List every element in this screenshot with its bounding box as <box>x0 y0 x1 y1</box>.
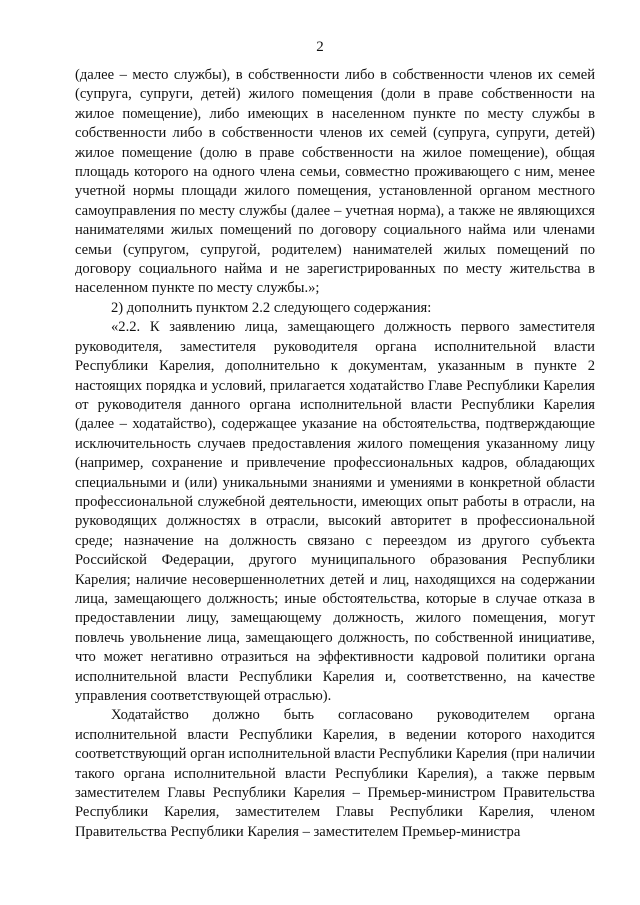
page-number: 2 <box>316 39 324 55</box>
paragraph-amendment-item: 2) дополнить пунктом 2.2 следующего содержания: <box>111 299 432 316</box>
document-body <box>75 66 595 842</box>
paragraph-continuation: (далее – место службы), в собственности либо в собственности членов их семей (супруга, супруги, детей) жилого помещения (доли в праве собственности на жилое помещение), либо имеющих в населенном пункте по месту службы в собственности либо в собственности членов их семей (супруга, супруги, детей) жилое помещение (долю в праве собственности на жилое помещение), общая площадь которого на одного члена семьи, совместно проживающего с ним, менее учетной нормы площади жилого помещения, установленной органом местного самоуправления по месту службы (далее – учетная норма), а также не являющихся нанимателями жилых помещений по договору социального найма или членами семьи (супругом, супругой, родителем) нанимателей жилых помещений по договору социального найма и не зарегистрированных по месту жительства в населенном пункте по месту службы.»; <box>75 67 595 297</box>
paragraph-clause-2-2: «2.2. К заявлению лица, замещающего должность первого заместителя руководителя, заместителя руководителя органа исполнительной власти Республики Карелия, дополнительно к документам, указанным в пункте 2 настоящих порядка и условий, прилагается ходатайство Главе Республики Карелия от руководителя данного органа исполнительной власти Республики Карелия (далее – ходатайство), содержащее указание на обстоятельства, подтверждающие исключительность случаев предоставления жилого помещения указанному лицу (например, сохранение и привлечение профессиональных кадров, обладающих специальными и (или) уникальными знаниями и умениями в конкретной области профессиональной служебной деятельности, имеющих опыт работы в отрасли, на руководящих должностях в отрасли, высокий авторитет в профессиональной среде; назначение на должность связано с переездом из другого субъекта Российской Федерации, другого муниципального образования Республики Карелия; наличие несовершеннолетних детей и лиц, находящихся на содержании лица, замещающего должность; иные обстоятельства, которые в случае отказа в предоставлении лицу, замещающему должность, жилого помещения, могут повлечь увольнение лица, замещающего должность, по собственной инициативе, что может негативно отразиться на эффективности кадровой политики органа исполнительной власти Республики Карелия и, соответственно, на качестве управления соответствующей отраслью). <box>75 319 595 704</box>
paragraph-petition-approval: Ходатайство должно быть согласовано руководителем органа исполнительной власти Республики Карелия, в ведении которого находится соответствующий орган исполнительной власти Республики Карелия (при наличии такого органа исполнительной власти Республики Карелия), а также первым заместителем Главы Республики Карелия – Премьер-министром Правительства Республики Карелия, заместителем Главы Республики Карелия, членом Правительства Республики Карелия – заместителем Премьер-министра <box>75 707 595 840</box>
